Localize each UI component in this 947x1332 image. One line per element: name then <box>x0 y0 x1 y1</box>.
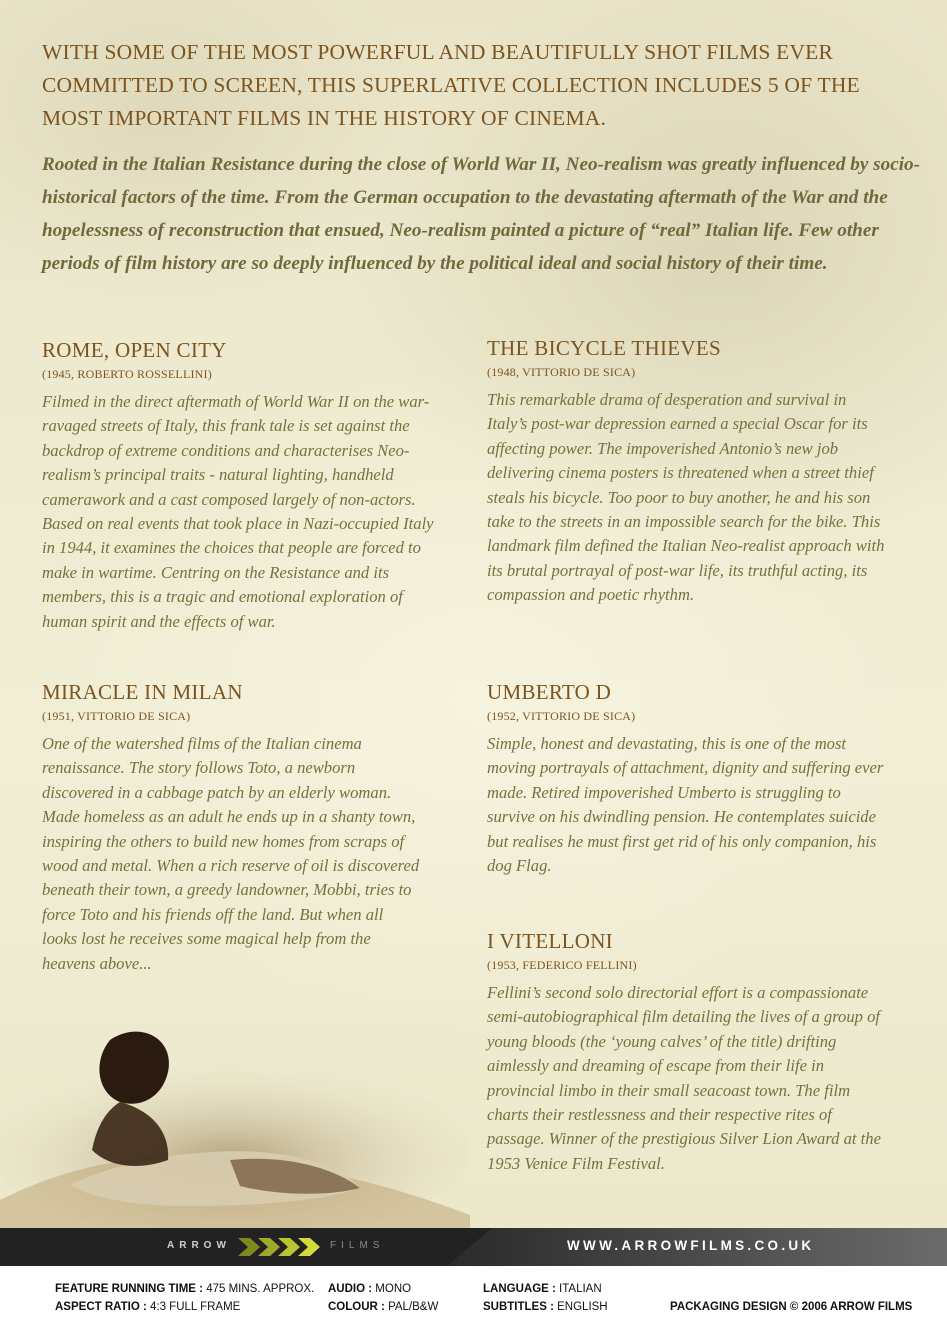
film-meta: (1945, ROBERTO ROSSELLINI) <box>42 367 212 381</box>
brand-bar <box>0 1228 947 1266</box>
film-still-image <box>0 1010 470 1228</box>
film-meta: (1951, VITTORIO DE SICA) <box>42 709 191 723</box>
headline: WITH SOME OF THE MOST POWERFUL AND BEAUTIFULLY SHOT FILMS EVER COMMITTED TO SCREEN, THIS SUPERLATIVE COLLECTION INCLUDES 5 OF THE MOST IMPORTANT FILMS IN THE HISTORY OF CINEMA. <box>42 40 860 130</box>
film-title: UMBERTO D <box>487 680 612 704</box>
film-meta: (1952, VITTORIO DE SICA) <box>487 709 636 723</box>
spec-running-time <box>55 1283 314 1295</box>
film-entry-rome-open-city <box>42 338 442 634</box>
brand-films: FILMS <box>330 1240 385 1251</box>
film-description: Simple, honest and devastating, this is one of the most moving portrayals of attachment, dignity and suffering ever made. Retired impoverished Umberto is struggling to survive on his dwindling pension. He contemplates suicide but realises he must first get rid of his only companion, his dog Flag. <box>487 734 884 876</box>
spec-label: SUBTITLES : <box>483 1301 554 1313</box>
film-title: I VITELLONI <box>487 929 613 953</box>
spec-value: ITALIAN <box>559 1283 602 1295</box>
film-entry-i-vitelloni <box>487 929 887 1176</box>
specs-panel <box>0 1266 947 1332</box>
film-meta: (1953, FEDERICO FELLINI) <box>487 958 637 972</box>
intro-paragraph: Rooted in the Italian Resistance during the close of World War II, Neo-realism was greatly influenced by socio-historical factors of the time. From the German occupation to the devastating aftermath of the War and the hopelessness of reconstruction that ensued, Neo-realism painted a picture of “real” Italian life. Few other periods of film history are so deeply influenced by the political ideal and social history of their time. <box>42 154 921 274</box>
website-url[interactable]: WWW.ARROWFILMS.CO.UK <box>567 1238 815 1253</box>
film-description: This remarkable drama of desperation and survival in Italy’s post-war depression earned a special Oscar for its affecting power. The impoverished Antonio’s new job delivering cinema posters is threatened when a street thief steals his bicycle. Too poor to buy another, he and his son take to the streets in an impossible search for the bike. This landmark film defined the Italian Neo-realist approach with its brutal portrayal of post-war life, its truthful acting, its compassion and poetic rhythm. <box>487 390 885 605</box>
spec-value: 4:3 FULL FRAME <box>150 1301 241 1313</box>
chevrons-logo-icon <box>238 1238 326 1256</box>
spec-value: 475 MINS. APPROX. <box>206 1283 315 1295</box>
spec-value: ENGLISH <box>557 1301 608 1313</box>
spec-label: FEATURE RUNNING TIME : <box>55 1283 204 1295</box>
spec-value: MONO <box>375 1283 412 1295</box>
film-title: THE BICYCLE THIEVES <box>487 336 721 360</box>
spec-language <box>483 1283 602 1295</box>
spec-label: COLOUR : <box>328 1301 385 1313</box>
spec-aspect-ratio <box>55 1301 240 1313</box>
spec-colour <box>328 1301 438 1313</box>
spec-label: AUDIO : <box>328 1283 373 1295</box>
film-description: Fellini’s second solo directorial effort is a compassionate semi-autobiographical film detailing the lives of a group of young bloods (the ‘young calves’ of the title) drifting aimlessly and dreaming of escape from their life in provincial limbo in their small seacoast town. The film charts their restlessness and their respective rites of passage. Winner of the prestigious Silver Lion Award at the 1953 Venice Film Festival. <box>487 983 881 1173</box>
packaging-credit: PACKAGING DESIGN © 2006 ARROW FILMS <box>670 1301 913 1313</box>
film-description: Filmed in the direct aftermath of World War II on the war-ravaged streets of Italy, this frank tale is set against the backdrop of extreme conditions and characterises Neo-realism’s principal traits - natural lighting, handheld camerawork and a cast composed largely of non-actors. Based on real events that took place in Nazi-occupied Italy in 1944, it examines the choices that people are forced to make in wartime. Centring on the Resistance and its members, this is a tragic and emotional exploration of human spirit and the effects of war. <box>42 392 434 631</box>
film-title: MIRACLE IN MILAN <box>42 680 243 704</box>
film-description: One of the watershed films of the Italian cinema renaissance. The story follows Toto, a newborn discovered in a cabbage patch by an elderly woman. Made homeless as an adult he ends up in a shanty town, inspiring the others to build new homes from scraps of wood and metal. When a rich reserve of oil is discovered beneath their town, a greedy landowner, Mobbi, tries to force Toto and his friends off the land. But when all looks lost he receives some magical help from the heavens above... <box>42 734 420 973</box>
film-entry-miracle-in-milan <box>42 680 422 976</box>
film-entry-bicycle-thieves <box>487 336 887 608</box>
spec-audio <box>328 1283 411 1295</box>
film-meta: (1948, VITTORIO DE SICA) <box>487 365 636 379</box>
spec-subtitles <box>483 1301 608 1313</box>
film-title: ROME, OPEN CITY <box>42 338 227 362</box>
film-entry-umberto-d <box>487 680 887 878</box>
spec-label: ASPECT RATIO : <box>55 1301 147 1313</box>
brand-arrow: ARROW <box>167 1240 231 1251</box>
spec-value: PAL/B&W <box>388 1301 439 1313</box>
spec-label: LANGUAGE : <box>483 1283 556 1295</box>
